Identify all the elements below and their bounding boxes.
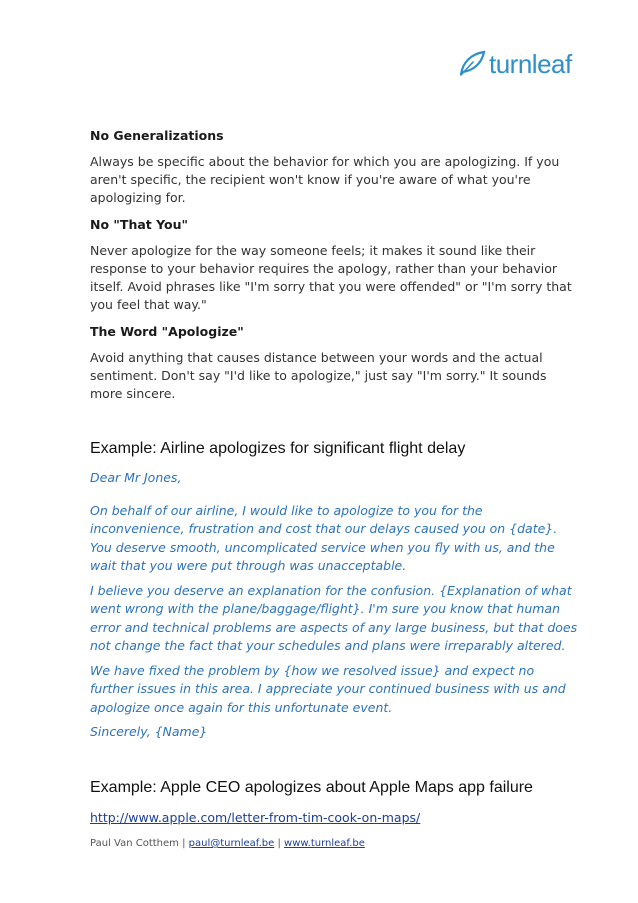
apple-letter-link[interactable]: http://www.apple.com/letter-from-tim-cook-on-maps/: [90, 809, 421, 825]
section-heading: The Word "Apologize": [90, 324, 244, 339]
letter-salutation: Dear Mr Jones,: [90, 470, 182, 485]
section-no-that-you: [90, 217, 580, 314]
example-title: Example: Apple CEO apologizes about Apple Maps app failure: [90, 778, 533, 796]
page-footer: [90, 837, 365, 851]
letter-paragraph: We have fixed the problem by {how we resolved issue} and expect no further issues in this area. I appreciate your continued business with us and apologize once again for this unfortunate event.: [90, 662, 566, 715]
logo-text: turnleaf: [489, 49, 572, 79]
section-body: Avoid anything that causes distance between your words and the actual sentiment. Don't say "I'd like to apologize," just say "I'm sorry." It sounds more sincere.: [90, 350, 547, 401]
section-word-apologize: [90, 324, 580, 403]
main-content: [90, 128, 580, 827]
example-title: Example: Airline apologizes for significant flight delay: [90, 440, 466, 457]
footer-name: Paul Van Cotthem: [90, 838, 179, 849]
letter-paragraph: On behalf of our airline, I would like to apologize to you for the inconvenience, frustration and cost that our delays caused you on {date}. You deserve smooth, uncomplicated service when you fly with us, and the wait that you were put through was unacceptable.: [90, 502, 558, 573]
section-no-generalizations: [90, 128, 580, 207]
footer-email-link[interactable]: paul@turnleaf.be: [188, 838, 275, 849]
turnleaf-logo: [457, 50, 572, 78]
example-apple: [90, 778, 580, 827]
footer-separator: |: [178, 838, 189, 849]
letter-paragraph: I believe you deserve an explanation for the confusion. {Explanation of what went wrong with the plane/baggage/flight}. I'm sure you know that human error and technical problems are aspects of any large business, but that does not change the fact that your schedules and plans were irreparably altered.: [90, 582, 578, 653]
footer-website-link[interactable]: www.turnleaf.be: [284, 838, 365, 849]
section-body: Always be specific about the behavior for which you are apologizing. If you aren't specific, the recipient won't know if you're aware of what you're apologizing for.: [90, 154, 560, 205]
section-heading: No Generalizations: [90, 128, 224, 143]
section-body: Never apologize for the way someone feels; it makes it sound like their response to your behavior requires the apology, rather than your behavior itself. Avoid phrases like "I'm sorry that you were offended" or "I'm sorry that you feel that way.": [90, 243, 572, 312]
letter-closing: Sincerely, {Name}: [90, 724, 208, 739]
footer-separator: |: [274, 838, 285, 849]
example-airline: [90, 439, 580, 742]
section-heading: No "That You": [90, 217, 189, 232]
leaf-icon: [457, 50, 487, 78]
